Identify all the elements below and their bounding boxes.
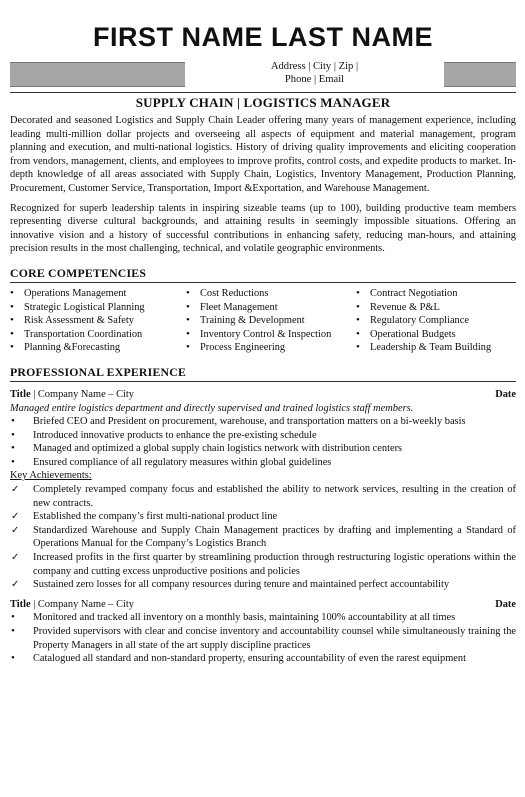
job-1-duties [10,415,516,469]
duty-item: • Monitored and tracked all inventory on a monthly basis, maintaining 100% accountability at all times [10,611,516,625]
job-2-header [10,598,516,612]
job-2-duties [10,611,516,665]
contact-address-line: Address | City | Zip | [270,61,359,72]
competencies-column-2 [186,287,356,355]
contact-band [10,58,516,92]
competency-item: • Fleet Management [186,301,356,315]
job-2-role [10,598,134,612]
duty-item: • Ensured compliance of all regulatory measures within global guidelines [10,456,516,470]
competencies-grid [10,287,516,355]
competency-item: • Inventory Control & Inspection [186,328,356,342]
competency-item: • Planning &Forecasting [10,341,186,355]
achievement-item: ✓ Established the company’s first multi-national product line [10,510,516,524]
job-1-header [10,388,516,402]
right-decorative-bar [444,62,516,87]
candidate-name: FIRST NAME LAST NAME [93,22,433,52]
competency-item: • Process Engineering [186,341,356,355]
job-1-role [10,388,134,402]
left-decorative-bar [10,62,185,87]
job-2-company: | Company Name – City [30,598,134,610]
competencies-column-1 [10,287,186,355]
summary-paragraph-1: Decorated and seasoned Logistics and Supply Chain Leader offering many years of management experience, including leading multi-million dollar projects and overseeing all aspects of equipment and material management, program planning and execution, and multi-national logistics. History of driving quality improvements and eliciting cooperation from vendors, management, clients, and employees to improve profits, control costs, and expedite products to market. In-depth knowledge of all areas associated with Supply Chain, Logistics, Inventory Management, Production Planning, Procurement, Customer Service, Transportation, Import &Exportation, and Warehouse Management. [10,115,516,194]
competency-item: • Contract Negotiation [356,287,516,301]
duty-item: • Introduced innovative products to enhance the pre-existing schedule [10,429,516,443]
contact-info [185,58,444,92]
job-1-achievements [10,483,516,592]
job-1-summary: Managed entire logistics department and directly supervised and trained logistics staff members. [10,402,414,414]
core-competencies-heading: CORE COMPETENCIES [10,266,516,283]
duty-item: • Catalogued all standard and non-standard property, ensuring accountability of even the rarest equipment [10,652,516,666]
competency-item: • Revenue & P&L [356,301,516,315]
competency-item: • Operations Management [10,287,186,301]
competency-item: • Risk Assessment & Safety [10,314,186,328]
job-1-company: | Company Name – City [30,388,134,400]
key-achievements-label: Key Achievements: [10,470,92,482]
competency-item: • Leadership & Team Building [356,341,516,355]
competency-item: • Cost Reductions [186,287,356,301]
competencies-column-3 [356,287,516,355]
job-1-title: Title [10,388,31,400]
achievement-item: ✓ Completely revamped company focus and established the ability to network services, resulting in the creation of new contracts. [10,483,516,510]
job-2-date: Date [495,598,516,610]
job-2-title: Title [10,598,31,610]
competency-item: • Strategic Logistical Planning [10,301,186,315]
professional-experience-heading: PROFESSIONAL EXPERIENCE [10,365,516,382]
competency-item: • Training & Development [186,314,356,328]
achievement-item: ✓ Increased profits in the first quarter by streamlining production through restructuring logistic operations within the company and cutting excess unproductive positions and policies [10,551,516,578]
target-position-title: SUPPLY CHAIN | LOGISTICS MANAGER [10,92,516,112]
duty-item: • Managed and optimized a global supply chain logistics network with distribution centers [10,442,516,456]
duty-item: • Provided supervisors with clear and concise inventory and accountability counsel while simultaneously training the Property Managers in all state of the art supply discipline practices [10,625,516,652]
duty-item: • Briefed CEO and President on procurement, warehouse, and transportation matters on a bi-weekly basis [10,415,516,429]
competency-item: • Operational Budgets [356,328,516,342]
job-1-date: Date [495,388,516,400]
achievement-item: ✓ Standardized Warehouse and Supply Chain Management practices by drafting and implementing a Standard of Operations Manual for the Company’s Logistics Branch [10,524,516,551]
summary-paragraph-2: Recognized for superb leadership talents in inspiring sizeable teams (up to 100), building productive team members representing diverse cultural backgrounds, and attaining results in seemingly impossible situations. Offering an innovative vision and a history of successful contributions in enhancing safety, reducing man-hours, and attaining precision results in the most challenging, technical, and volatile geographic environments. [10,202,516,255]
achievement-item: ✓ Sustained zero losses for all company resources during tenure and maintained perfect accountability [10,578,516,592]
competency-item: • Regulatory Compliance [356,314,516,328]
competency-item: • Transportation Coordination [10,328,186,342]
contact-phone-line: Phone | Email [284,74,345,85]
